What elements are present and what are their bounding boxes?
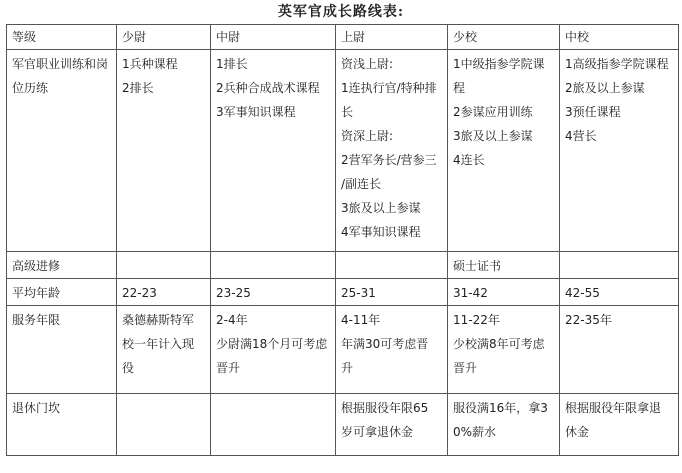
header-cell-rank-col	[7, 25, 117, 50]
cell-line: 2旅及以上参谋	[565, 81, 645, 95]
cell-line: 4营长	[565, 129, 597, 143]
table-cell-major	[448, 252, 560, 279]
table-cell-lieutenant-colonel	[560, 306, 679, 394]
cell-line: 少校满8年可考虑	[453, 337, 545, 351]
cell-line: 2参谋应用训练	[453, 105, 533, 119]
header-label: 上尉	[341, 30, 366, 44]
cell-line: 1连执行官/特种排	[341, 81, 437, 95]
cell-line: 3军事知识课程	[216, 105, 296, 119]
row-label-cell	[7, 394, 117, 456]
header-cell-lieutenant-colonel	[560, 25, 679, 50]
table-row	[7, 394, 679, 456]
row-label-line: 平均年龄	[12, 286, 61, 300]
table-cell-lieutenant-colonel	[560, 279, 679, 306]
table-cell-second-lieutenant	[117, 252, 211, 279]
cell-line: 4连长	[453, 153, 485, 167]
cell-line: 休金	[565, 425, 590, 439]
table-cell-second-lieutenant	[117, 279, 211, 306]
header-cell-captain	[336, 25, 448, 50]
table-cell-major	[448, 279, 560, 306]
cell-line: 资浅上尉:	[341, 57, 394, 71]
header-label: 等级	[12, 30, 37, 44]
row-label-line: 高级进修	[12, 259, 61, 273]
table-cell-captain	[336, 306, 448, 394]
cell-line: 晋升	[453, 361, 478, 375]
table-cell-lieutenant	[211, 394, 336, 456]
table-row	[7, 252, 679, 279]
cell-line: 升	[341, 361, 354, 375]
header-cell-lieutenant	[211, 25, 336, 50]
table-cell-major	[448, 394, 560, 456]
cell-line: 3旅及以上参谋	[453, 129, 533, 143]
cell-line: 2排长	[122, 81, 154, 95]
cell-line: 22-35年	[565, 313, 612, 327]
cell-line: 年满30可考虑晋	[341, 337, 429, 351]
table-row	[7, 279, 679, 306]
table-cell-second-lieutenant	[117, 50, 211, 252]
table-cell-second-lieutenant	[117, 394, 211, 456]
table-cell-captain	[336, 252, 448, 279]
cell-line: 3旅及以上参谋	[341, 201, 421, 215]
cell-line: 42-55	[565, 286, 600, 300]
header-label: 中尉	[216, 30, 241, 44]
cell-line: 1排长	[216, 57, 248, 71]
cell-line: 岁可拿退休金	[341, 425, 414, 439]
table-row	[7, 306, 679, 394]
cell-line: 22-23	[122, 286, 157, 300]
table-cell-major	[448, 50, 560, 252]
table-cell-lieutenant-colonel	[560, 50, 679, 252]
cell-line: 程	[453, 81, 466, 95]
cell-line: 根据服役年限65	[341, 401, 429, 415]
cell-line: 31-42	[453, 286, 488, 300]
cell-line: 硕士证书	[453, 259, 502, 273]
row-label-line: 位历练	[12, 81, 49, 95]
cell-line: 4-11年	[341, 313, 381, 327]
cell-line: 服役满16年，拿3	[453, 401, 548, 415]
page-title: 英军官成长路线表:	[277, 4, 405, 20]
cell-line: 11-22年	[453, 313, 500, 327]
row-label-line: 军官职业训练和岗	[12, 57, 109, 71]
header-cell-second-lieutenant	[117, 25, 211, 50]
cell-line: 晋升	[216, 361, 241, 375]
header-label: 少尉	[122, 30, 147, 44]
table-cell-captain	[336, 50, 448, 252]
cell-line: 4军事知识课程	[341, 225, 421, 239]
table-cell-lieutenant-colonel	[560, 252, 679, 279]
cell-line: 23-25	[216, 286, 251, 300]
table-cell-major	[448, 306, 560, 394]
row-label-line: 退休门坎	[12, 401, 61, 415]
cell-line: 校一年计入现	[122, 337, 195, 351]
cell-line: 1中级指参学院课	[453, 57, 545, 71]
cell-line: 少尉满18个月可考虑	[216, 337, 328, 351]
cell-line: /副连长	[341, 177, 382, 191]
cell-line: 25-31	[341, 286, 376, 300]
header-label: 中校	[565, 30, 590, 44]
header-row	[7, 25, 679, 50]
table-row	[7, 50, 679, 252]
row-label-line: 服务年限	[12, 313, 61, 327]
row-label-cell	[7, 279, 117, 306]
header-label: 少校	[453, 30, 478, 44]
cell-line: 3预任课程	[565, 105, 621, 119]
cell-line: 资深上尉:	[341, 129, 394, 143]
cell-line: 0%薪水	[453, 425, 497, 439]
row-label-cell	[7, 50, 117, 252]
header-cell-major	[448, 25, 560, 50]
row-label-cell	[7, 252, 117, 279]
cell-line: 桑德赫斯特军	[122, 313, 195, 327]
career-path-table	[6, 24, 679, 456]
cell-line: 1兵种课程	[122, 57, 178, 71]
table-cell-second-lieutenant	[117, 306, 211, 394]
cell-line: 2营军务长/营参三	[341, 153, 437, 167]
cell-line: 长	[341, 105, 354, 119]
table-cell-lieutenant	[211, 50, 336, 252]
cell-line: 役	[122, 361, 135, 375]
table-cell-lieutenant	[211, 279, 336, 306]
table-cell-lieutenant	[211, 306, 336, 394]
cell-line: 2兵种合成战术课程	[216, 81, 320, 95]
table-cell-lieutenant	[211, 252, 336, 279]
cell-line: 1高级指参学院课程	[565, 57, 669, 71]
cell-line: 根据服役年限拿退	[565, 401, 662, 415]
row-label-cell	[7, 306, 117, 394]
cell-line: 2-4年	[216, 313, 248, 327]
table-cell-lieutenant-colonel	[560, 394, 679, 456]
table-cell-captain	[336, 279, 448, 306]
table-cell-captain	[336, 394, 448, 456]
